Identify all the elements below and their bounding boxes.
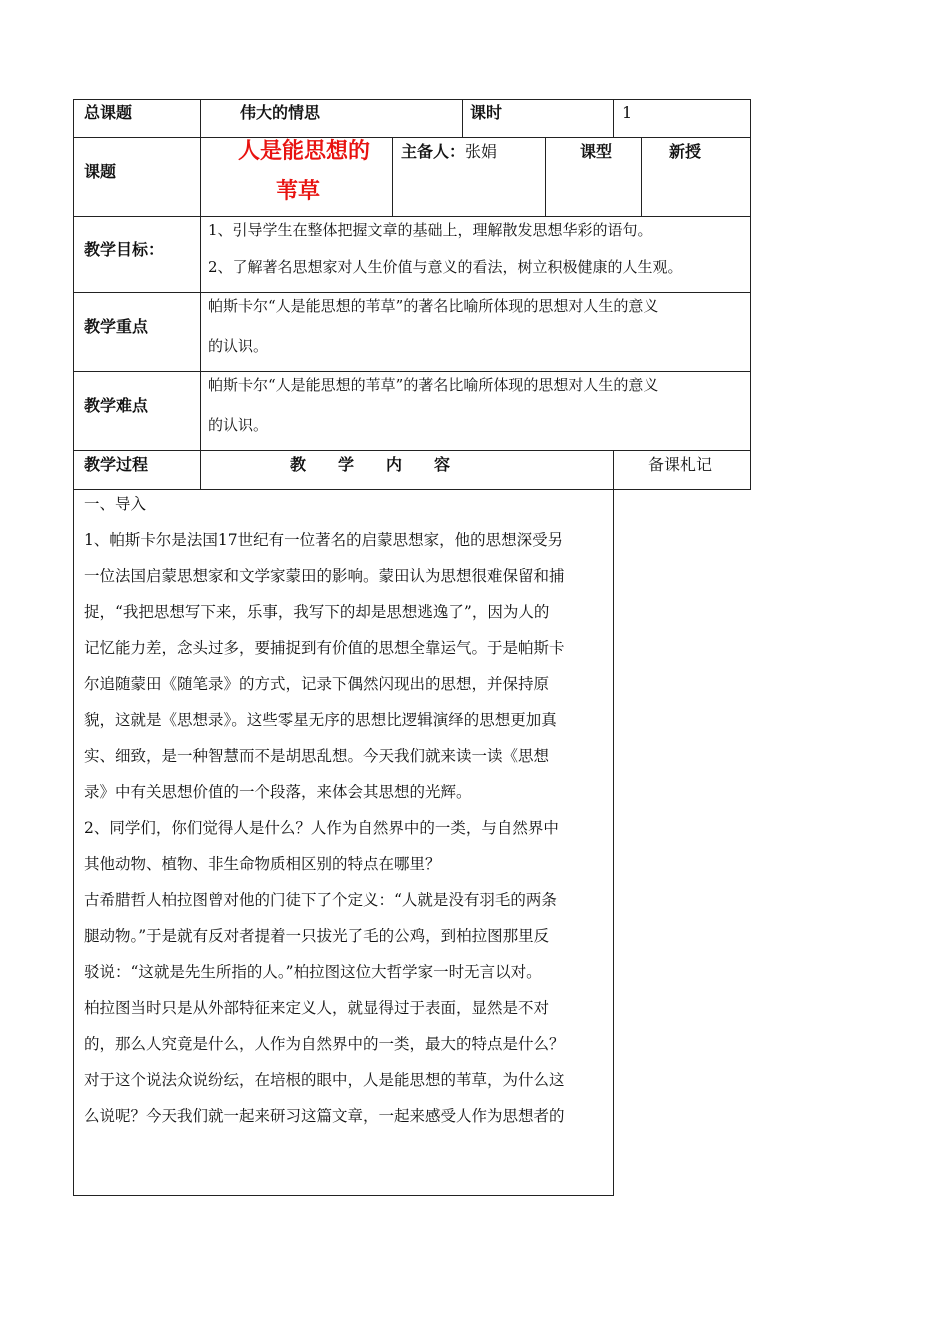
- lesson-type-label: 课型: [580, 142, 613, 161]
- periods-label: 课时: [470, 103, 503, 122]
- body-line: 2、同学们，你们觉得人是什么？人作为自然界中的一类，与自然界中: [84, 819, 559, 837]
- topic-title-line1: 人是能思想的: [238, 139, 371, 164]
- body-line: 尔追随蒙田《随笔录》的方式，记录下偶然闪现出的思想，并保持原: [84, 675, 550, 693]
- lesson-type-value: 新授: [669, 142, 702, 161]
- notes-header: 备课札记: [648, 455, 713, 474]
- goal-item: 1、引导学生在整体把握文章的基础上，理解散发思想华彩的语句。: [208, 221, 653, 239]
- key-label: 教学重点: [84, 317, 149, 336]
- goals-label: 教学目标：: [84, 240, 165, 259]
- difficulty-label: 教学难点: [84, 396, 149, 415]
- body-line: 捉，“我把思想写下来，乐事，我写下的却是思想逃逸了”，因为人的: [84, 603, 550, 621]
- goal-item: 2、了解著名思想家对人生价值与意义的看法，树立积极健康的人生观。: [208, 258, 683, 276]
- body-line: 么说呢？今天我们就一起来研习这篇文章，一起来感受人作为思想者的: [84, 1107, 565, 1125]
- body-line: 实、细致，是一种智慧而不是胡思乱想。今天我们就来读一读《思想: [84, 747, 550, 765]
- body-line: 1、帕斯卡尔是法国17世纪有一位著名的启蒙思想家，他的思想深受另: [84, 531, 564, 549]
- body-line: 貌，这就是《思想录》。这些零星无序的思想比逻辑演绎的思想更加真: [84, 711, 557, 729]
- body-line: 其他动物、植物、非生命物质相区别的特点在哪里？: [84, 855, 441, 873]
- difficulty-line: 的认识。: [208, 416, 269, 434]
- body-line: 驳说：“这就是先生所指的人。”柏拉图这位大哲学家一时无言以对。: [84, 963, 542, 981]
- content-header: 教 学 内 容: [290, 455, 451, 474]
- preparer: [401, 142, 497, 162]
- body-line: 一位法国启蒙思想家和文学家蒙田的影响。蒙田认为思想很难保留和捕: [84, 567, 565, 585]
- body-line: 柏拉图当时只是从外部特征来定义人，就显得过于表面，显然是不对: [84, 999, 550, 1017]
- key-line: 的认识。: [208, 337, 269, 355]
- preparer-label: 主备人：: [401, 142, 466, 161]
- general-topic-value: 伟大的情思: [240, 103, 321, 122]
- preparer-value: 张娟: [465, 142, 498, 161]
- body-line: 腿动物。”于是就有反对者提着一只拔光了毛的公鸡，到柏拉图那里反: [84, 927, 550, 945]
- difficulty-line: 帕斯卡尔“人是能思想的苇草”的著名比喻所体现的思想对人生的意义: [208, 376, 659, 394]
- body-line: 对于这个说法众说纷纭，在培根的眼中，人是能思想的苇草，为什么这: [84, 1071, 565, 1089]
- process-label: 教学过程: [84, 455, 149, 474]
- body-line: 一、导入: [84, 495, 147, 513]
- key-line: 帕斯卡尔“人是能思想的苇草”的著名比喻所体现的思想对人生的意义: [208, 297, 659, 315]
- topic-label: 课题: [84, 162, 117, 181]
- periods-value: 1: [622, 103, 633, 122]
- topic-title-line2: 苇草: [276, 179, 321, 204]
- body-line: 录》中有关思想价值的一个段落，来体会其思想的光辉。: [84, 783, 472, 801]
- lesson-body: [84, 486, 606, 1134]
- body-line: 古希腊哲人柏拉图曾对他的门徒下了个定义：“人就是没有羽毛的两条: [84, 891, 557, 909]
- body-line: 的，那么人究竟是什么，人作为自然界中的一类，最大的特点是什么？: [84, 1035, 565, 1053]
- general-topic-label: 总课题: [84, 103, 133, 122]
- body-line: 记忆能力差，念头过多，要捕捉到有价值的思想全靠运气。于是帕斯卡: [84, 639, 565, 657]
